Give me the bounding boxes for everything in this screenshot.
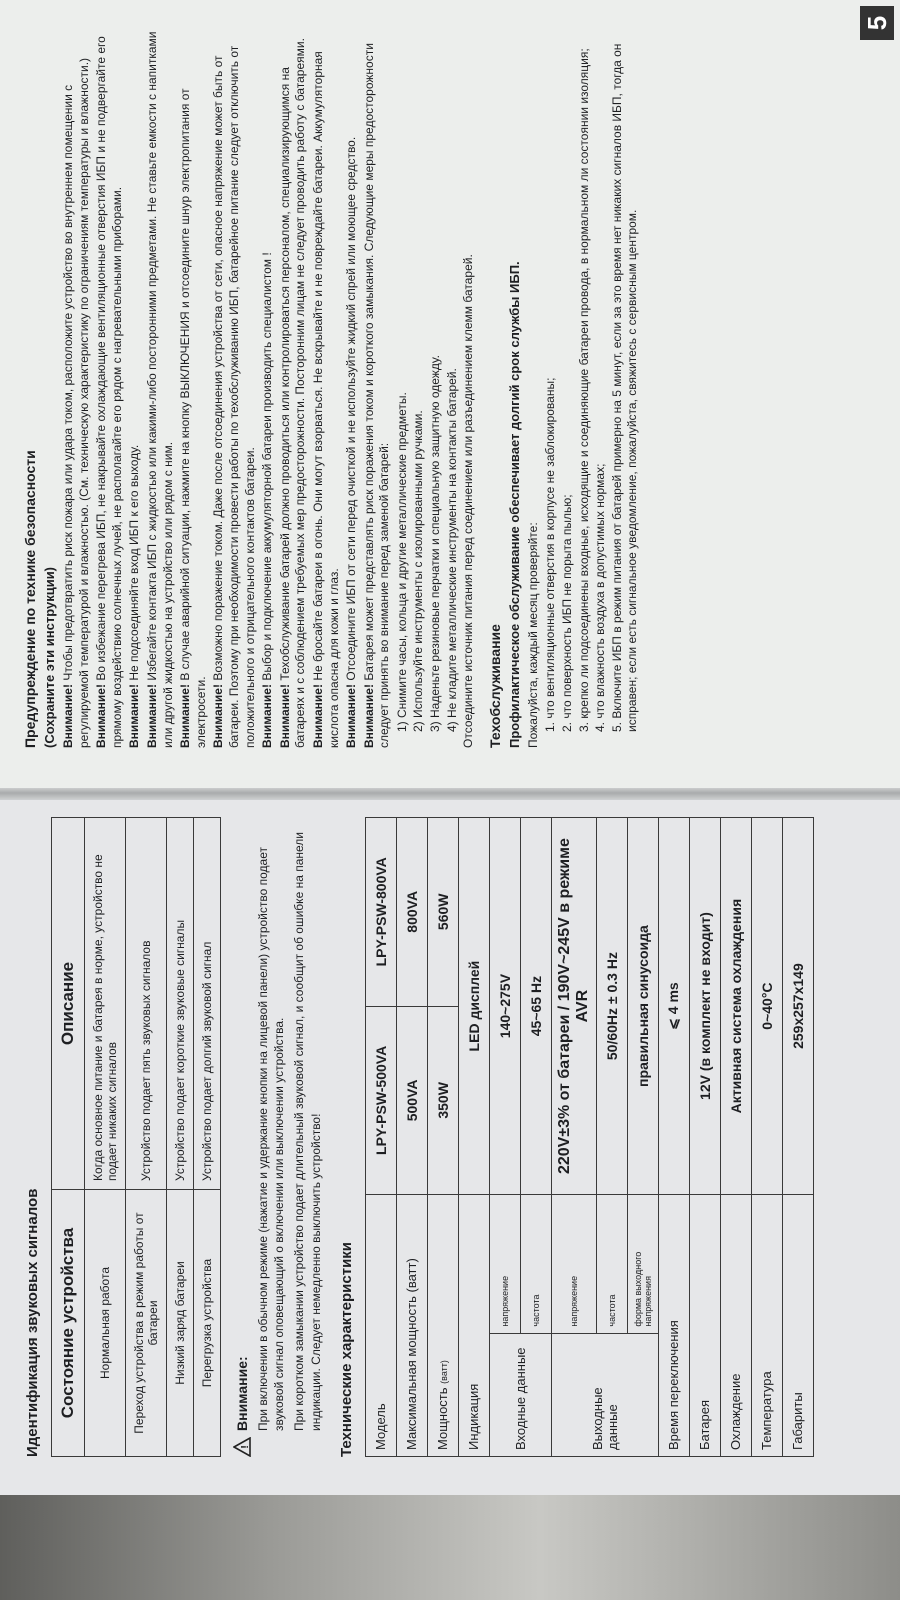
temperature-value: 0~40°C <box>751 818 782 1195</box>
left-page <box>0 795 900 1495</box>
table-row <box>458 818 489 1457</box>
model-label: Модель <box>365 1195 396 1457</box>
table-row <box>167 818 194 1457</box>
warning-text-short-circuit: При коротком замыкании устройство подает длительный звуковой сигнал, и сообщит об ошибке на панели индикации. Следует немедленно выключить устройство! <box>292 832 323 1431</box>
maintenance-subtitle: Профилактическое обслуживание обеспечивает долгий срок службы ИБП. <box>506 261 522 748</box>
list-item: 3. крепко ли подсоединены входные, исходящие и соединяющие батареи провода, в нормальном ли состоянии изоляция; <box>576 48 591 732</box>
paragraph-text: Техобслуживание батарей должно проводиться или контролироваться персоналом, специализирующимся на батареях и с соблюдением требуемых мер предосторожности. Посторонним лицам не следует проводить работу с батареями. <box>277 38 308 748</box>
warning-word: Внимание! <box>211 684 226 748</box>
state-cell: Низкий заряд батареи <box>167 1190 194 1457</box>
paragraph-text: Чтобы предотвратить риск пожара или удара током, расположите устройство во внутреннем помещении с регулируемой температурой и влажностью. (См. техническую характеристику по ограничениям температуры и влажности.) <box>61 57 91 748</box>
transfer-time: ⩽ 4 ms <box>658 818 689 1195</box>
safety-paragraph <box>127 30 143 748</box>
input-voltage: 140~275V <box>489 818 520 1195</box>
paragraph-text: Возможно поражение током. Даже после отсоединения устройства от сети, опасное напряжение может быть от батареи. Поэтому при необходимости провести работы по техобслуживанию ИБП, батарейное питание следует отключить от положительного и отрицательного контактов батареи. <box>211 45 257 748</box>
safety-paragraph <box>311 30 342 748</box>
paragraph-text: Выбор и подключение аккумуляторной батареи производить специалистом ! <box>260 252 275 685</box>
warning-label: Внимание: <box>234 1356 250 1431</box>
cooling-label: Охлаждение <box>720 1195 751 1457</box>
table-row <box>427 818 458 1457</box>
indication-label: Индикация <box>458 1195 489 1457</box>
safety-paragraph <box>278 30 309 748</box>
power-label-text: Мощность <box>435 1387 451 1450</box>
table-row <box>126 818 167 1457</box>
input-label: Входные данные <box>489 1333 551 1456</box>
dimensions-value: 259x257x149 <box>782 818 813 1195</box>
table-header-description: Описание <box>52 818 85 1190</box>
specifications-table <box>365 817 814 1457</box>
paragraph-text: Батарея может представлять риск поражения током и короткого замыкания. Следующие меры предосторожности следует принять во внимание перед заменой батарей: <box>361 43 392 748</box>
max-power-label: Максимальная мощность (ватт) <box>396 1195 427 1457</box>
warning-heading <box>233 819 251 1457</box>
warning-word: Внимание! <box>344 684 359 748</box>
paragraph-text: Не бросайте батареи в огонь. Они могут взорваться. Не вскрывайте и не повреждайте батареи. Аккумуляторная кислота опасна для кожи и глаз. <box>310 51 341 748</box>
safety-paragraph <box>362 30 393 748</box>
list-item: 1. что вентиляционные отверстия в корпусе не заблокированы; <box>543 377 558 732</box>
safety-paragraph <box>94 30 125 748</box>
table-row <box>720 818 751 1457</box>
table-row <box>489 818 520 1457</box>
max-power-a: 500VA <box>396 1006 427 1195</box>
disconnect-note: Отсоедините источник питания перед соединением или разъединением клемм батарей. <box>461 254 476 748</box>
page-number: 5 <box>860 6 894 40</box>
safety-paragraph <box>145 30 176 748</box>
right-page <box>0 0 900 788</box>
warning-word: Внимание! <box>260 684 275 748</box>
table-row <box>365 818 396 1457</box>
power-unit: (ватт) <box>439 1360 450 1384</box>
transfer-label: Время переключения <box>658 1195 689 1457</box>
description-cell: Устройство подает долгий звуковой сигнал <box>194 818 221 1190</box>
signals-title: Идентификация звуковых сигналов <box>24 1188 41 1457</box>
table-row <box>689 818 720 1457</box>
table-header-state: Состояние устройства <box>52 1190 85 1457</box>
paragraph-text: Отсоедините ИБП от сети перед очисткой и не используйте жидкий спрей или моющее средство. <box>344 136 359 685</box>
list-item: 4) Не кладите металлические инструменты на контакты батарей. <box>444 368 459 732</box>
warning-word: Внимание! <box>144 684 159 748</box>
list-item: 2) Используйте инструменты с изолированными ручками. <box>411 410 426 732</box>
input-frequency: 45~65 Hz <box>520 818 551 1195</box>
list-item: 1) Снимите часы, кольца и другие металлические предметы. <box>394 392 409 732</box>
paragraph-text: Не подсоединяйте вход ИБП к его выходу. <box>127 444 142 685</box>
table-row <box>751 818 782 1457</box>
max-power-b: 800VA <box>396 818 427 1007</box>
state-cell: Переход устройства в режим работы от батареи <box>126 1190 167 1457</box>
warning-text-power-on: При включении в обычном режиме (нажатие и удержание кнопки на лицевой панели) устройство подает звуковой сигнал оповещающий о включении или выключении устройства. <box>256 847 287 1431</box>
input-voltage-label: напряжение <box>489 1195 520 1333</box>
safety-paragraph <box>344 30 360 748</box>
power-a: 350W <box>427 1006 458 1195</box>
warning-word: Внимание! <box>94 684 109 748</box>
waveform-label: форма выходного напряжения <box>627 1195 658 1333</box>
output-label: Выходные данные <box>551 1333 658 1456</box>
warning-triangle-icon <box>233 1437 251 1457</box>
warning-word: Внимание! <box>127 684 142 748</box>
table-row <box>85 818 126 1457</box>
state-cell: Перегрузка устройства <box>194 1190 221 1457</box>
list-item: 4. что влажность воздуха в допустимых нормах; <box>593 463 608 732</box>
indication-value: LED дисплей <box>458 818 489 1195</box>
input-frequency-label: частота <box>520 1195 551 1333</box>
table-row <box>658 818 689 1457</box>
model-b: LPY-PSW-800VA <box>365 818 396 1007</box>
description-cell: Когда основное питание и батарея в норме, устройство не подает никаких сигналов <box>85 818 126 1190</box>
table-row <box>782 818 813 1457</box>
output-frequency-label: частота <box>596 1195 627 1333</box>
svg-text:!: ! <box>240 1445 251 1449</box>
paragraph-text: В случае аварийной ситуации, нажмите на кнопку ВЫКЛЮЧЕНИЯ и отсоедините шнур электропитания от электросети. <box>178 88 208 748</box>
waveform: правильная синусоида <box>627 818 658 1195</box>
warning-word: Внимание! <box>61 684 75 748</box>
power-label <box>427 1195 458 1457</box>
table-row <box>194 818 221 1457</box>
maintenance-intro: Пожалуйста, каждый месяц проверяйте: <box>525 522 540 748</box>
battery-label: Батарея <box>689 1195 720 1457</box>
output-frequency: 50/60Hz ± 0.3 Hz <box>596 818 627 1195</box>
safety-title: Предупреждение по технике безопасности <box>22 450 38 748</box>
save-instructions-note: (Сохраните эти инструкции) <box>42 566 57 748</box>
temperature-label: Температура <box>751 1195 782 1457</box>
specifications-title: Технические характеристики <box>337 1241 355 1457</box>
description-cell: Устройство подает короткие звуковые сигналы <box>167 818 194 1190</box>
output-voltage: 220V±3% от батареи / 190V~245V в режиме AVR <box>551 818 596 1195</box>
output-voltage-label: напряжение <box>551 1195 596 1333</box>
cooling-value: Активная система охлаждения <box>720 818 751 1195</box>
paragraph-text: Избегайте контакта ИБП с жидкостью или какими-либо посторонними предметами. Не ставьте емкости с напитками или другой жидкостью на устройство или рядом с ним. <box>144 31 175 748</box>
signal-status-table <box>51 817 221 1457</box>
safety-paragraph <box>61 30 92 748</box>
dimensions-label: Габариты <box>782 1195 813 1457</box>
book-spine <box>0 786 900 800</box>
table-row <box>396 818 427 1457</box>
power-b: 560W <box>427 818 458 1007</box>
model-a: LPY-PSW-500VA <box>365 1006 396 1195</box>
warning-word: Внимание! <box>361 684 376 748</box>
warning-word: Внимание! <box>277 684 292 748</box>
table-row <box>551 818 596 1457</box>
warning-word: Внимание! <box>310 684 325 748</box>
maintenance-title: Техобслуживание <box>486 624 503 748</box>
list-item: 2. что поверхность ИБП не порыта пылью; <box>560 494 575 732</box>
safety-paragraph <box>260 30 276 748</box>
battery-value: 12V (в комплект не входит) <box>689 818 720 1195</box>
paragraph-text: Во избежание перегрева ИБП, не накрывайте охлаждающие вентиляционные отверстия ИБП и не подвергайте его прямому воздействию солнечных лучей, не располагайте его рядом с нагревательными приборами. <box>94 36 124 748</box>
list-item: 5. Включите ИБП в режим питания от батарей примерно на 5 минут, если за это время нет никаких сигналов ИБП, тогда он исправен; если есть сигнальное уведомление, пожалуйста, свяжитесь с сервисным центром. <box>609 43 640 732</box>
safety-paragraph <box>178 30 209 748</box>
description-cell: Устройство подает пять звуковых сигналов <box>126 818 167 1190</box>
list-item: 3) Наденьте резиновые перчатки и специальную защитную одежду. <box>428 355 443 732</box>
warning-word: Внимание! <box>178 684 193 748</box>
safety-paragraph <box>211 30 258 748</box>
state-cell: Нормальная работа <box>85 1190 126 1457</box>
